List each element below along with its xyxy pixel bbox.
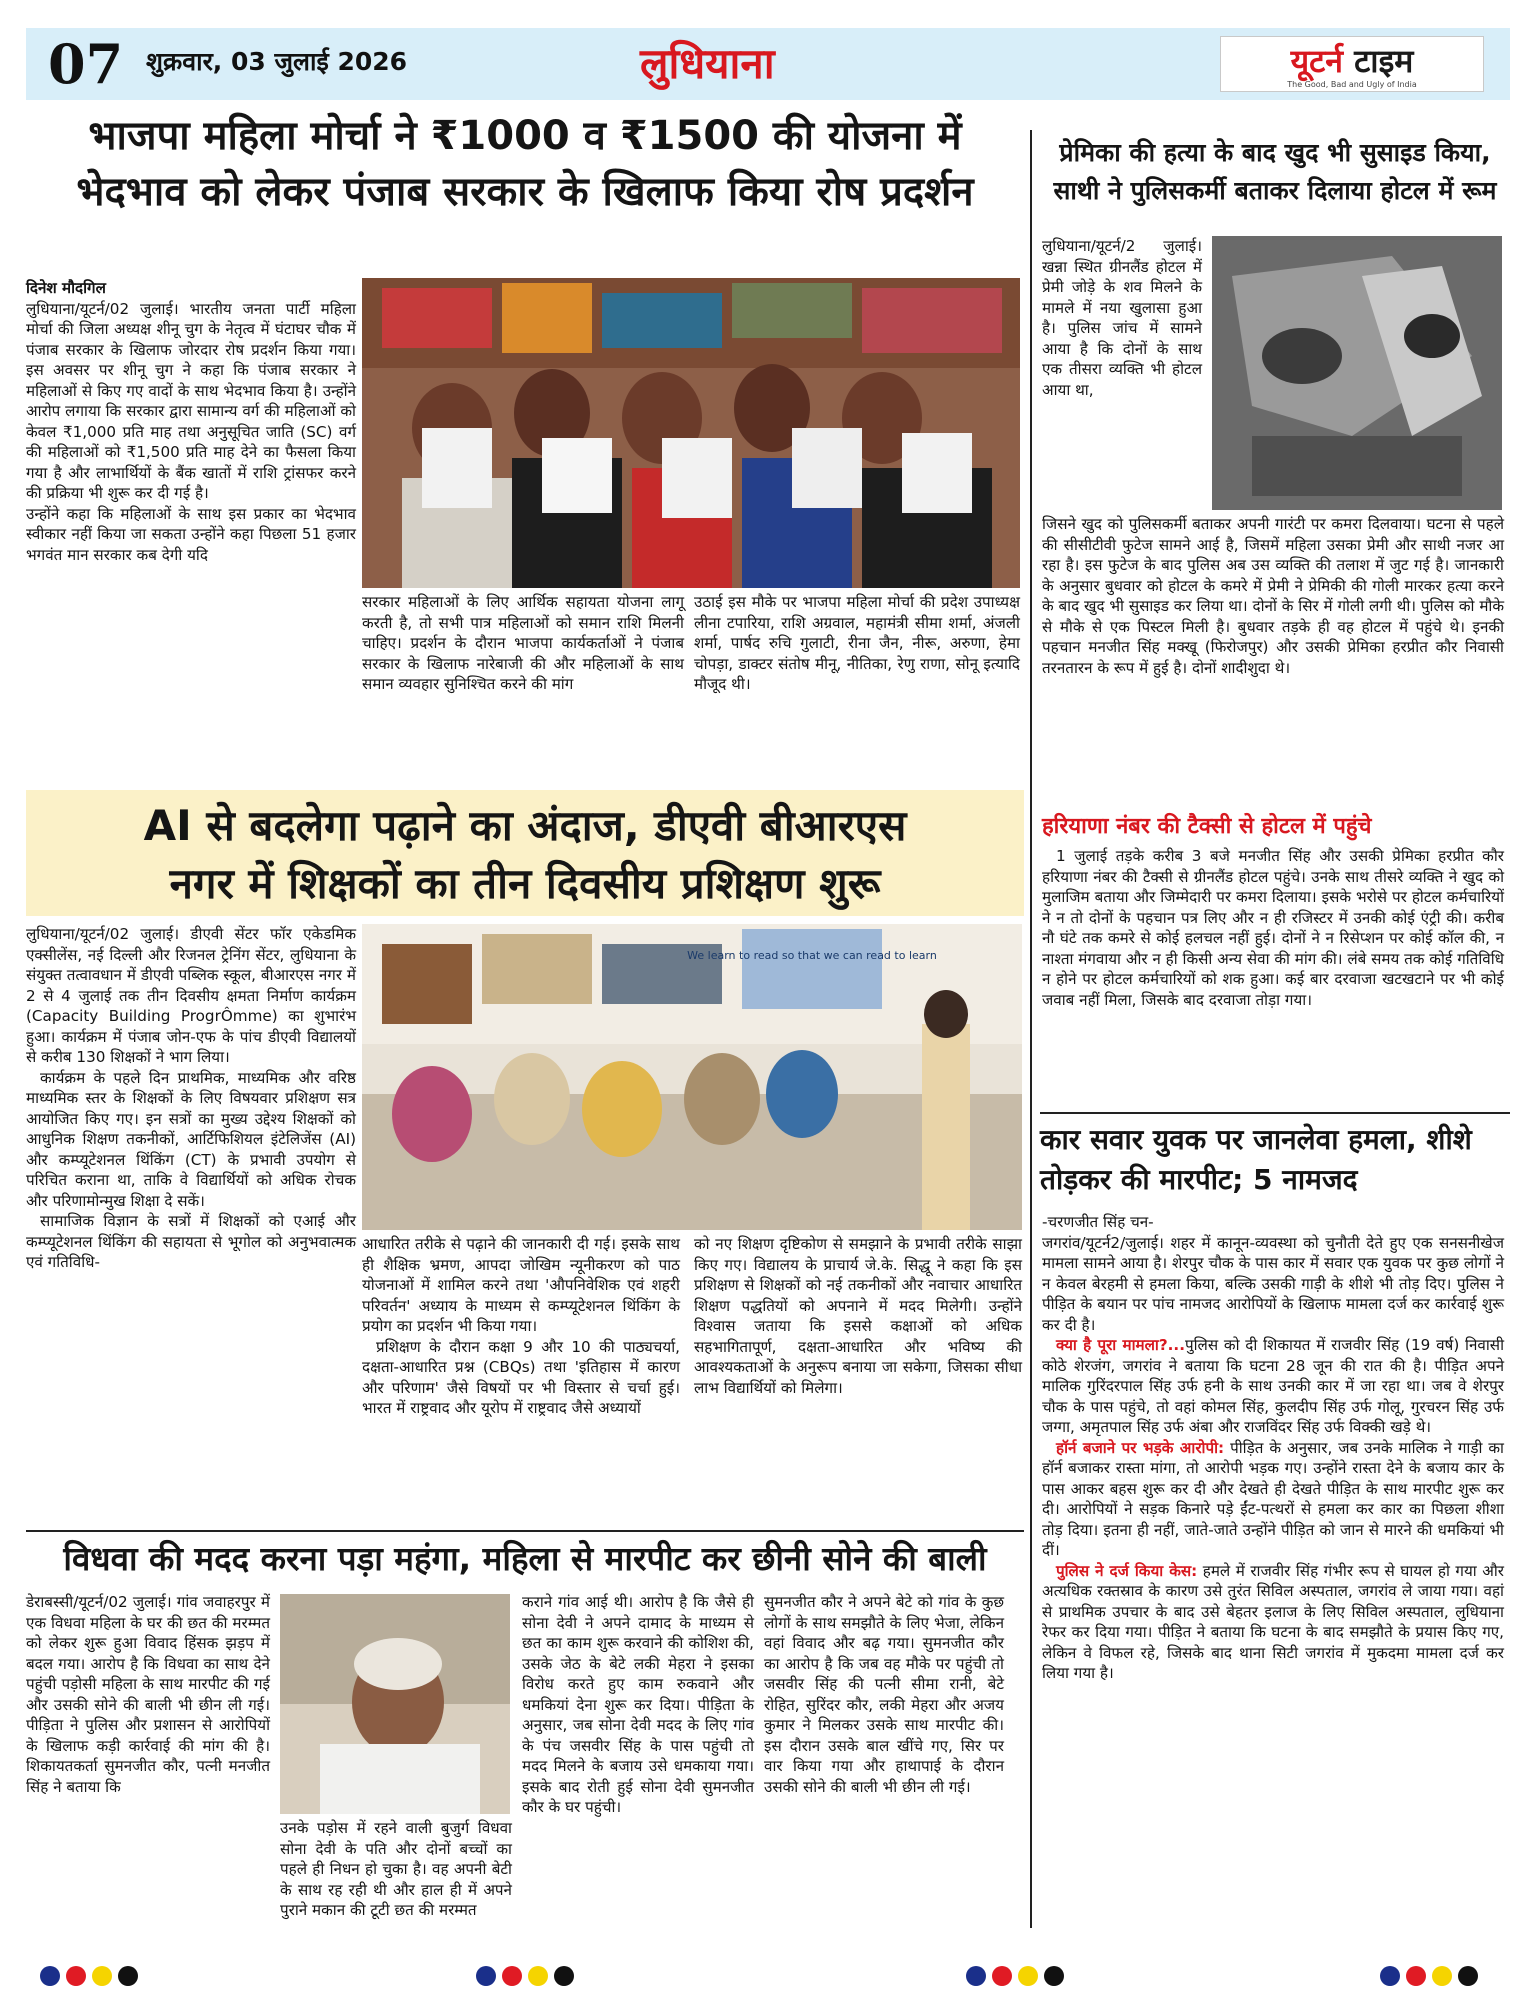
registration-dot <box>1432 1966 1452 1986</box>
page-city: लुधियाना <box>640 39 775 88</box>
masthead-logo <box>1220 36 1484 92</box>
murder-sub-text: 1 जुलाई तड़के करीब 3 बजे मनजीत सिंह और उसकी प्रेमिका हरप्रीत कौर हरियाणा नंबर की टैक्सी से ग्रीनलैंड होटल पहुंचे। उनके साथ तीसरे व्यक्ति ने खुद को मुलाजिम बताया और जिम्मेदारी पर कमरा दिलाया। इसके भरोसे पर होटल कर्मचारियों ने न तो दोनों के पहचान पत्र लिए और न ही रजिस्टर में उनकी कोई एंट्री की। करीब नौ घंटे तक कमरे से कोई हलचल नहीं हुई। दोनों ने न रिसेप्शन पर कोई कॉल की, न नाश्ता मंगवाया और न ही किसी अन्य सेवा की मांग की। लंबे समय तक कोई गतिविधि न होने पर होटल कर्मचारियों को शक हुआ। कई बार दरवाजा खटखटाने पर भी कोई जवाब नहीं मिला, जिसके बाद दरवाजा तोड़ा गया। <box>1042 847 1504 1009</box>
murder-wide-col <box>1042 514 1504 678</box>
murder-sub-col <box>1042 846 1504 1010</box>
attack-kicker-case: क्या है पूरा मामला?... <box>1056 1336 1185 1354</box>
ai-col2-p2: प्रशिक्षण के दौरान कक्षा 9 और 10 की पाठ्यचर्या, दक्षता-आधारित प्रश्न (CBQs) तथा 'इतिहास में कारण और परिणाम' जैसे विषयों पर भी विस्तार से चर्चा हुई। भारत में राष्ट्रवाद और यूरोप में राष्ट्रवाद जैसे अध्यायों <box>362 1337 680 1417</box>
ai-col1-p3: सामाजिक विज्ञान के सत्रों में शिक्षकों को एआई और कम्प्यूटेशनल थिंकिंग की सहायता से भूगोल को अनुभवात्मक एवं गतिविधि- <box>26 1212 356 1271</box>
registration-dot <box>1406 1966 1426 1986</box>
murder-photo <box>1212 236 1502 510</box>
widow-col2 <box>280 1818 512 1921</box>
registration-dot <box>502 1966 522 1986</box>
attack-byline: -चरणजीत सिंह चन- <box>1042 1213 1154 1231</box>
registration-marks-right <box>1380 1966 1484 1990</box>
murder-headline-line2: साथी ने पुलिसकर्मी बताकर दिलाया होटल में रूम <box>1053 176 1497 205</box>
widow-col4 <box>764 1592 1004 1797</box>
widow-col2-text: उनके पड़ोस में रहने वाली बुजुर्ग विधवा सोना देवी के पति और दोनों बच्चों का पहले ही निधन हो चुका है। वह अपनी बेटी के साथ रह रही थी और हाल ही में अपने पुराने मकान की टूटी छत की मरम्मत <box>280 1819 512 1919</box>
page-date: शुक्रवार, 03 जुलाई 2026 <box>146 47 408 76</box>
murder-headline <box>1040 134 1510 210</box>
right-column-rule <box>1030 130 1032 1928</box>
attack-headline-line1: कार सवार युवक पर जानलेवा हमला, शीशे <box>1040 1123 1472 1156</box>
registration-dot <box>66 1966 86 1986</box>
bjp-col2 <box>362 592 684 695</box>
registration-dot <box>1380 1966 1400 1986</box>
attack-p4: हमले में राजवीर सिंह गंभीर रूप से घायल हो गया और अत्यधिक रक्तस्राव के कारण उसे तुरंत सिविल अस्पताल, जगरांव ले जाया गया। वहां से प्राथमिक उपचार के बाद उसे बेहतर इलाज के लिए सिविल अस्पताल, लुधियाना रेफर कर दिया गया। पीड़ित ने बताया कि घटना के बाद समझौते के प्रयास किए गए, लेकिन वे विफल रहे, जिसके बाद थाना सिटी जगरांव में मुकदमा मामला दर्ज कर लिया गया है। <box>1042 1561 1504 1682</box>
training-photo <box>362 924 1022 1230</box>
registration-dot <box>1458 1966 1478 1986</box>
masthead-name-part1: यूटर्न <box>1290 42 1344 80</box>
attack-p2: पुलिस को दी शिकायत में राजवीर सिंह (19 वर्ष) निवासी कोठे शेरजंग, जगरांव ने बताया कि घटना 28 जून की रात की है। पीड़ित अपने मालिक गुरिंदरपाल सिंह उर्फ हनी के साथ उनकी कार में जा रहा था। जब वे शेरपुर चौक के पास पहुंचे, तो वहां कोमल सिंह, कुलदीप सिंह उर्फ गोलू, गुरचरन सिंह उर्फ जग्गा, अमृतपाल सिंह उर्फ अंबा और राजविंदर सिंह उर्फ विक्की खड़े थे। <box>1042 1336 1504 1436</box>
widow-headline: विधवा की मदद करना पड़ा महंगा, महिला से मारपीट कर छीनी सोने की बाली <box>63 1539 987 1578</box>
murder-narrow-text: लुधियाना/यूटर्न/2 जुलाई। खन्ना स्थित ग्रीनलैंड होटल में प्रेमी जोड़े के शव मिलने के मामले में नया खुलासा हुआ है। पुलिस जांच में सामने आया है कि दोनों के साथ एक तीसरा व्यक्ति भी होटल आया था, <box>1042 237 1202 399</box>
protest-photo-illustration <box>362 278 1020 588</box>
widow-col1 <box>26 1592 270 1797</box>
ai-col2 <box>362 1234 680 1419</box>
registration-dot <box>92 1966 112 1986</box>
ai-col3-text: को नए शिक्षण दृष्टिकोण से समझाने के प्रभावी तरीके साझा किए गए। विद्यालय के प्राचार्य जे.के. सिद्धू ने कहा कि इस प्रशिक्षण से शिक्षकों को नई तकनीकों और नवाचार आधारित शिक्षण पद्धतियों को अपनाने में मदद मिलेगी। उन्होंने विश्वास जताया कि इससे कक्षाओं को अधिक सहभागितापूर्ण, दक्षता-आधारित और भविष्य की आवश्यकताओं के अनुरूप बनाया जा सकेगा, जिसका सीधा लाभ विद्यार्थियों को मिलेगा। <box>694 1235 1022 1397</box>
ai-col1-p1: लुधियाना/यूटर्न/02 जुलाई। डीएवी सेंटर फॉर एकेडमिक एक्सीलेंस, नई दिल्ली और रिजनल ट्रेनिंग सेंटर, लुधियाना के संयुक्त तत्वावधान में डीएवी पब्लिक स्कूल, बीआरएस नगर में 2 से 4 जुलाई तक तीन दिवसीय क्षमता निर्माण कार्यक्रम (Capacity Building ProgrÔmme) का शुभारंभ हुआ। कार्यक्रम में पंजाब जोन-एफ के पांच डीएवी विद्यालयों से करीब 130 शिक्षकों ने भाग लिया। <box>26 925 356 1066</box>
attack-headline <box>1040 1120 1510 1200</box>
bjp-col1-p1: लुधियाना/यूटर्न/02 जुलाई। भारतीय जनता पार्टी महिला मोर्चा की जिला अध्यक्ष शीनू चुग के नेतृत्व में घंटाघर चौक में पंजाब सरकार के खिलाफ जोरदार रोष प्रदर्शन किया गया। इस अवसर पर शीनू चुग ने कहा कि पंजाब सरकार ने महिलाओं से किए गए वादों के साथ भेदभाव किया है। उन्होंने आरोप लगाया कि सरकार द्वारा सामान्य वर्ग की महिलाओं को केवल ₹1,000 प्रति माह तथा अनुसूचित जाति (SC) वर्ग की महिलाओं को ₹1,500 प्रति माह देने का फैसला किया गया है और लाभार्थियों के बैंक खातों में राशि ट्रांसफर करने की प्रक्रिया भी शुरू कर दी गई है। <box>26 299 356 502</box>
murder-headline-line1: प्रेमिका की हत्या के बाद खुद भी सुसाइड किया, <box>1059 138 1491 167</box>
protest-photo <box>362 278 1020 588</box>
masthead-name-part2: टाइम <box>1354 42 1414 80</box>
murder-narrow-col <box>1042 236 1202 400</box>
ai-col1 <box>26 924 356 1273</box>
registration-dot <box>40 1966 60 1986</box>
registration-dot <box>554 1966 574 1986</box>
widow-col1-text: डेराबस्सी/यूटर्न/02 जुलाई। गांव जवाहरपुर में एक विधवा महिला के घर की छत की मरम्मत को लेकर शुरू हुआ विवाद हिंसक झड़प में बदल गया। आरोप है कि विधवा का साथ देने पहुंची पड़ोसी महिला के साथ मारपीट की गई और उसकी सोने की बाली भी छीन ली गई। पीड़िता ने पुलिस और प्रशासन से आरोपियों के खिलाफ कड़ी कार्रवाई की मांग की है। शिकायतकर्ता सुमनजीत कौर, पत्नी मनजीत सिंह ने बताया कि <box>26 1593 270 1796</box>
ai-col3 <box>694 1234 1022 1398</box>
murder-subhead: हरियाणा नंबर की टैक्सी से होटल में पहुंचे <box>1042 814 1372 839</box>
masthead-tagline: The Good, Bad and Ugly of India <box>1287 80 1417 89</box>
bjp-col2-text: सरकार महिलाओं के लिए आर्थिक सहायता योजना लागू करती है, तो सभी पात्र महिलाओं को समान राशि मिलनी चाहिए। प्रदर्शन के दौरान भाजपा कार्यकर्ताओं ने पंजाब सरकार के खिलाफ नारेबाजी की और महिलाओं के साथ समान व्यवहार सुनिश्चित करने की मांग <box>362 593 684 693</box>
attack-headline-line2: तोड़कर की मारपीट; 5 नामजद <box>1040 1163 1358 1196</box>
attack-p3: पीड़ित के अनुसार, जब उनके मालिक ने गाड़ी का हॉर्न बजाकर रास्ता मांगा, तो आरोपी भड़क गए। उन्होंने रास्ता देने के बजाय कार के पास आकर बहस शुरू कर दी और देखते ही देखते पीड़ित के साथ मारपीट शुरू कर दी। आरोपियों ने सड़क किनारे पड़े ईंट-पत्थरों से हमला कर कार का पिछला शीशा तोड़ दिया। इतना ही नहीं, जाते-जाते उन्होंने पीड़ित को जान से मारने की धमकियां भी दीं। <box>1042 1438 1504 1559</box>
registration-marks-center <box>476 1966 580 1990</box>
registration-dot <box>992 1966 1012 1986</box>
murder-photo-illustration <box>1212 236 1502 510</box>
attack-kicker-horn: हॉर्न बजाने पर भड़के आरोपी: <box>1056 1438 1225 1457</box>
widow-top-rule <box>26 1530 1024 1532</box>
attack-kicker-case-filed: पुलिस ने दर्ज किया केस: <box>1056 1561 1198 1580</box>
classroom-board-text: We learn to read so that we can read to learn <box>687 949 937 962</box>
bjp-col3-text: उठाई इस मौके पर भाजपा महिला मोर्चा की प्रदेश उपाध्यक्ष लीना टपारिया, राशि अग्रवाल, महामंत्री सीमा शर्मा, अंजली शर्मा, पार्षद रुचि गुलाटी, रीना जैन, नीरू, अरुणा, हेमा चोपड़ा, डाक्टर संतोष मीनू, नीतिका, रेणु राणा, सोनू इत्यादि मौजूद थी। <box>694 593 1020 693</box>
masthead-name <box>1221 39 1483 82</box>
ai-headline-line1: AI से बदलेगा पढ़ाने का अंदाज, डीएवी बीआरएस <box>143 801 907 850</box>
registration-dot <box>1044 1966 1064 1986</box>
registration-dot <box>476 1966 496 1986</box>
widow-col3 <box>522 1592 754 1818</box>
ai-col1-p2: कार्यक्रम के पहले दिन प्राथमिक, माध्यमिक और वरिष्ठ माध्यमिक स्तर के शिक्षकों के लिए विषयवार प्रशिक्षण सत्र आयोजित किए गए। इन सत्रों का मुख्य उद्देश्य शिक्षकों को आधुनिक शिक्षण तकनीकों, आर्टिफिशियल इंटेलिजेंस (AI) और कम्प्यूटेशनल थिंकिंग (CT) के प्रभावी उपयोग से परिचित कराना था, ताकि वे विद्यार्थियों को अधिक रोचक और परिणामोन्मुख शिक्षा दे सकें। <box>26 1068 356 1210</box>
widow-photo <box>280 1594 510 1814</box>
attack-p1: जगरांव/यूटर्न2/जुलाई। शहर में कानून-व्यवस्था को चुनौती देते हुए एक सनसनीखेज मामला सामने आया है। शेरपुर चौक के पास कार में सवार एक युवक पर कुछ लोगों ने न केवल बेरहमी से हमला किया, बल्कि उसकी गाड़ी के शीशे भी तोड़ दिए। पुलिस ने पीड़ित के बयान पर पांच नामजद आरोपियों के खिलाफ मामला दर्ज कर कार्रवाई शुरू कर दी है। <box>1042 1233 1504 1334</box>
registration-marks-right-center <box>966 1966 1070 1990</box>
attack-top-rule <box>1040 1112 1510 1114</box>
registration-marks-left <box>40 1966 144 1990</box>
registration-dot <box>1018 1966 1038 1986</box>
training-photo-illustration <box>362 924 1022 1230</box>
bjp-headline-line2: भेदभाव को लेकर पंजाब सरकार के खिलाफ किया रोष प्रदर्शन <box>76 169 974 215</box>
widow-photo-illustration <box>280 1594 510 1814</box>
bjp-col1-p2: उन्होंने कहा कि महिलाओं के साथ इस प्रकार का भेदभाव स्वीकार नहीं किया जा सकता उन्होंने कहा पिछला 51 हजार भगवंत मान सरकार कब देगी यदि <box>26 504 356 564</box>
registration-dot <box>528 1966 548 1986</box>
ai-col2-p1: आधारित तरीके से पढ़ाने की जानकारी दी गई। इसके साथ ही शैक्षिक भ्रमण, आपदा जोखिम न्यूनीकरण को पाठ योजनाओं में शामिल करने तथा 'औपनिवेशिक एवं शहरी परिवर्तन' अध्याय के माध्यम से कम्प्यूटेशनल थिंकिंग के प्रयोग का प्रदर्शन भी किया गया। <box>362 1235 680 1335</box>
page-number: 07 <box>48 32 124 96</box>
bjp-byline: दिनेश मौदगिल <box>26 279 106 297</box>
widow-col4-text: सुमनजीत कौर ने अपने बेटे को गांव के कुछ लोगों के साथ समझौते के लिए भेजा, लेकिन वहां विवाद और बढ़ गया। सुमनजीत कौर का आरोप है कि जब वह मौके पर पहुंची तो जसवीर सिंह की पत्नी सीमा रानी, बेटे रोहित, सुरिंदर कौर, लकी मेहरा और अजय कुमार ने मिलकर उसके साथ मारपीट की। इस दौरान उसके बाल खींचे गए, सिर पर वार किया गया और हाथापाई के दौरान उसकी सोने की बाली भी छीन ली गई। <box>764 1593 1004 1796</box>
bjp-col1 <box>26 278 356 565</box>
widow-col3-text: कराने गांव आई थी। आरोप है कि जैसे ही सोना देवी ने अपने दामाद के माध्यम से छत का काम शुरू करवाने की कोशिश की, उसके जेठ के बेटे लकी मेहरा ने इसका विरोध करते हुए काम रुकवाने और धमकियां देना शुरू कर दिया। पीड़िता के अनुसार, जब सोना देवी मदद के लिए गांव के पंच जसवीर सिंह के पास पहुंची तो मदद मिलने के बजाय उसे धमकाया गया। इसके बाद रोती हुई सोना देवी सुमनजीत कौर के घर पहुंची। <box>522 1593 754 1816</box>
bjp-col3 <box>694 592 1020 695</box>
bjp-headline <box>26 108 1024 220</box>
ai-headline-box <box>26 790 1024 916</box>
bjp-headline-line1: भाजपा महिला मोर्चा ने ₹1000 व ₹1500 की योजना में <box>88 113 962 159</box>
registration-dot <box>966 1966 986 1986</box>
ai-headline-line2: नगर में शिक्षकों का तीन दिवसीय प्रशिक्षण शुरू <box>169 859 881 908</box>
attack-col <box>1042 1212 1504 1684</box>
registration-dot <box>118 1966 138 1986</box>
murder-wide-text: जिसने खुद को पुलिसकर्मी बताकर अपनी गारंटी पर कमरा दिलवाया। घटना से पहले की सीसीटीवी फुटेज सामने आई है, जिसमें महिला उसका प्रेमी और साथी नजर आ रहा है। इस फुटेज के बाद पुलिस अब उस व्यक्ति की तलाश में जुट गई है। जानकारी के अनुसार बुधवार को होटल के कमरे में प्रेमी ने प्रेमिकी की गोली मारकर हत्या करने के बाद खुद भी सुसाइड कर लिया था। दोनों के सिर में गोली लगी थी। पुलिस को मौके से मौके से एक पिस्टल मिली है। बुधवार तड़के ही वह होटल में पहुंचे थे। इनकी पहचान मनजीत सिंह मक्खू (फिरोजपुर) और उसकी प्रेमिका हरप्रीत कौर निवासी तरनतारन के रूप में हुई है। दोनों शादीशुदा थे। <box>1042 515 1504 677</box>
